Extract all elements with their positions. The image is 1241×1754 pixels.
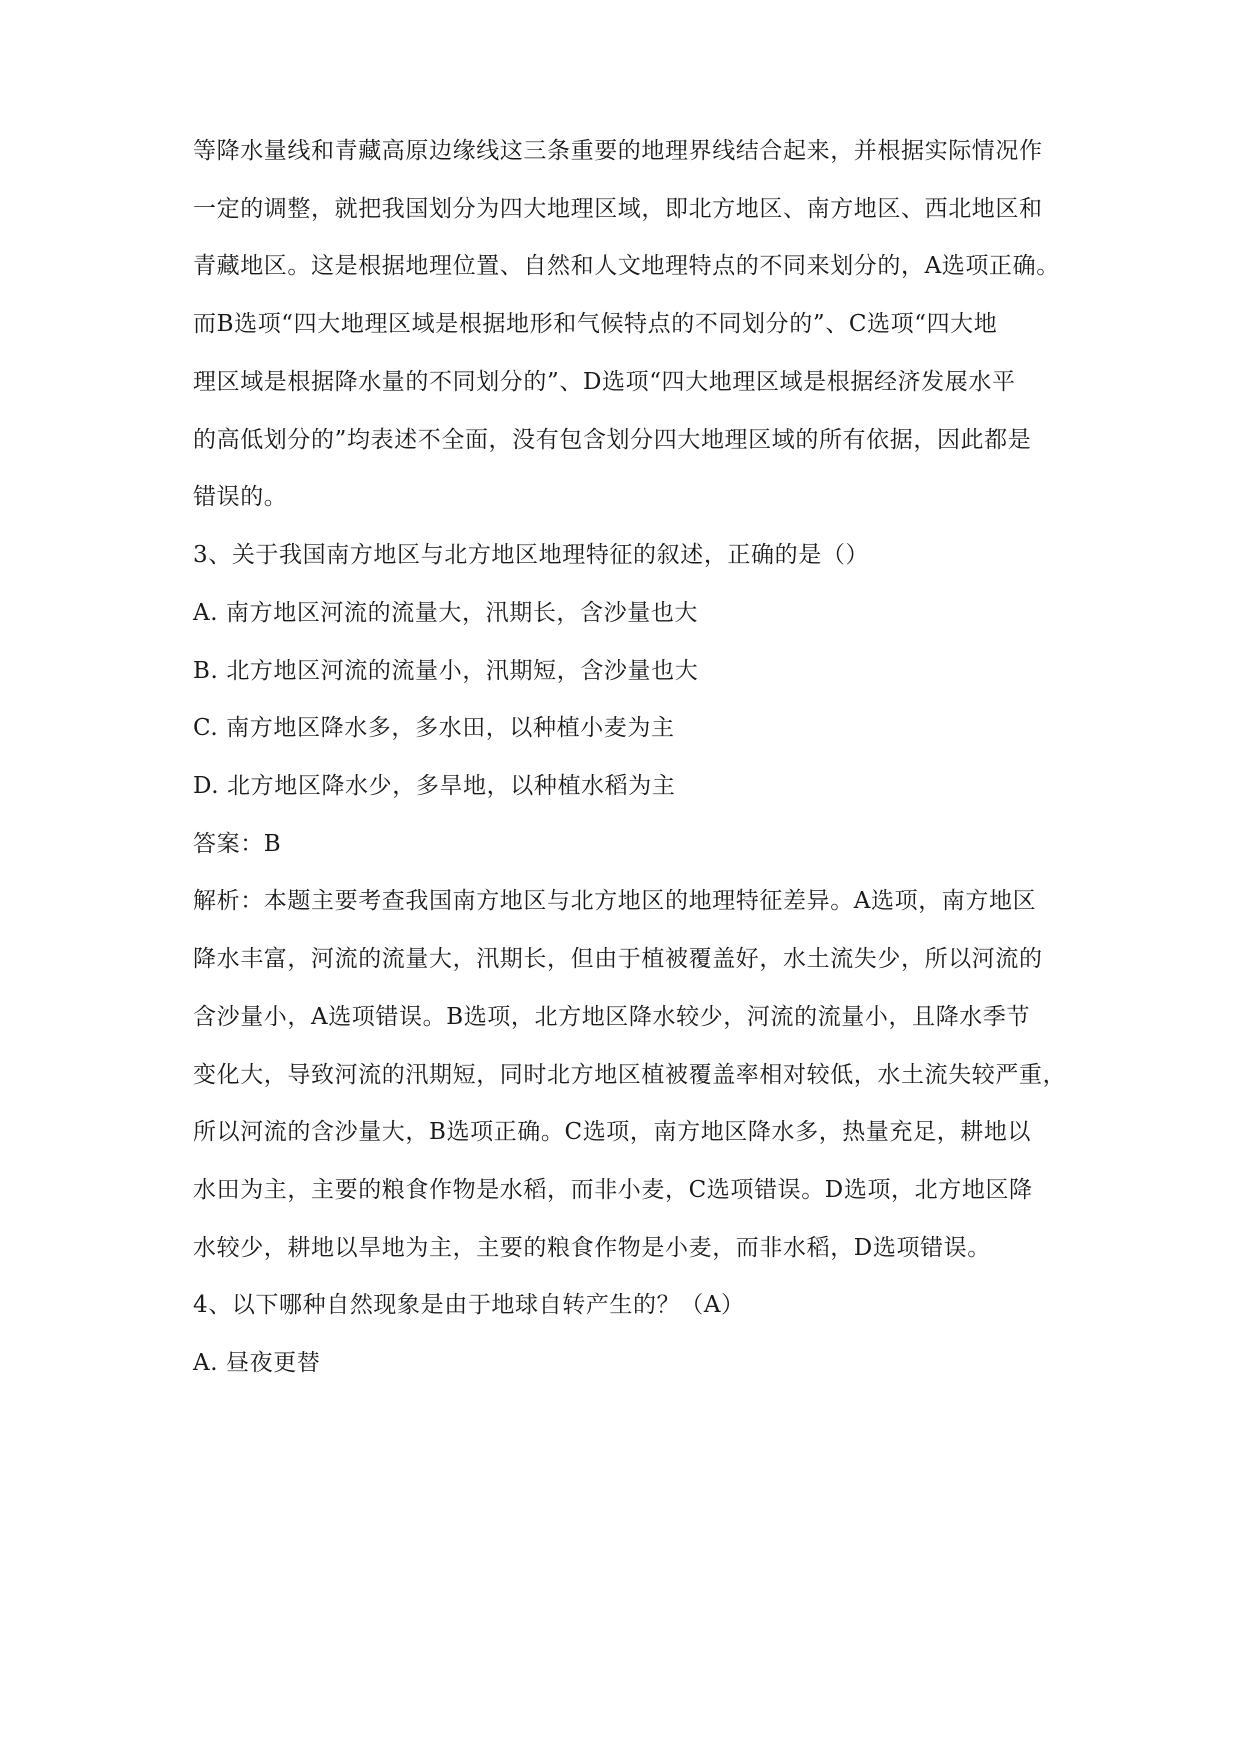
question-3-explanation-line: 变化大，导致河流的汛期短，同时北方地区植被覆盖率相对较低，水土流失较严重，	[193, 1062, 1067, 1088]
question-3-explanation-line: 所以河流的含沙量大，B选项正确。C选项，南方地区降水多，热量充足，耕地以	[193, 1119, 1032, 1145]
question-3-explanation-line: 降水丰富，河流的流量大，汛期长，但由于植被覆盖好，水土流失少，所以河流的	[193, 946, 1043, 972]
text-line: 一定的调整，就把我国划分为四大地理区域，即北方地区、南方地区、西北地区和	[193, 196, 1043, 222]
question-3-explanation-line: 水田为主，主要的粮食作物是水稻，而非小麦，C选项错误。D选项，北方地区降	[193, 1177, 1033, 1203]
text-line: 的高低划分的”均表述不全面，没有包含划分四大地理区域的所有依据，因此都是	[193, 427, 1032, 453]
question-3-option-d: D. 北方地区降水少，多旱地，以种植水稻为主	[193, 773, 676, 799]
question-3-option-b: B. 北方地区河流的流量小，汛期短，含沙量也大	[193, 658, 699, 684]
question-3-explanation-line: 解析：本题主要考查我国南方地区与北方地区的地理特征差异。A选项，南方地区	[193, 888, 1037, 914]
text-line: 等降水量线和青藏高原边缘线这三条重要的地理界线结合起来，并根据实际情况作	[193, 138, 1043, 164]
text-line: 而B选项“四大地理区域是根据地形和气候特点的不同划分的”、C选项“四大地	[193, 311, 998, 337]
text-line: 错误的。	[193, 484, 288, 510]
question-4-option-a: A. 昼夜更替	[193, 1350, 321, 1376]
question-3-answer: 答案：B	[193, 831, 282, 857]
question-3-option-c: C. 南方地区降水多，多水田，以种植小麦为主	[193, 715, 675, 741]
text-line: 青藏地区。这是根据地理位置、自然和人文地理特点的不同来划分的，A选项正确。	[193, 253, 1060, 279]
question-3-explanation-line: 水较少，耕地以旱地为主，主要的粮食作物是小麦，而非水稻，D选项错误。	[193, 1235, 991, 1261]
question-3-stem: 3、关于我国南方地区与北方地区地理特征的叙述，正确的是（）	[193, 542, 870, 568]
text-line: 理区域是根据降水量的不同划分的”、D选项“四大地理区域是根据经济发展水平	[193, 369, 1016, 395]
question-3-explanation-line: 含沙量小，A选项错误。B选项，北方地区降水较少，河流的流量小，且降水季节	[193, 1004, 1031, 1030]
question-3-option-a: A. 南方地区河流的流量大，汛期长，含沙量也大	[193, 600, 699, 626]
question-4-stem: 4、以下哪种自然现象是由于地球自转产生的？（A）	[193, 1292, 745, 1318]
